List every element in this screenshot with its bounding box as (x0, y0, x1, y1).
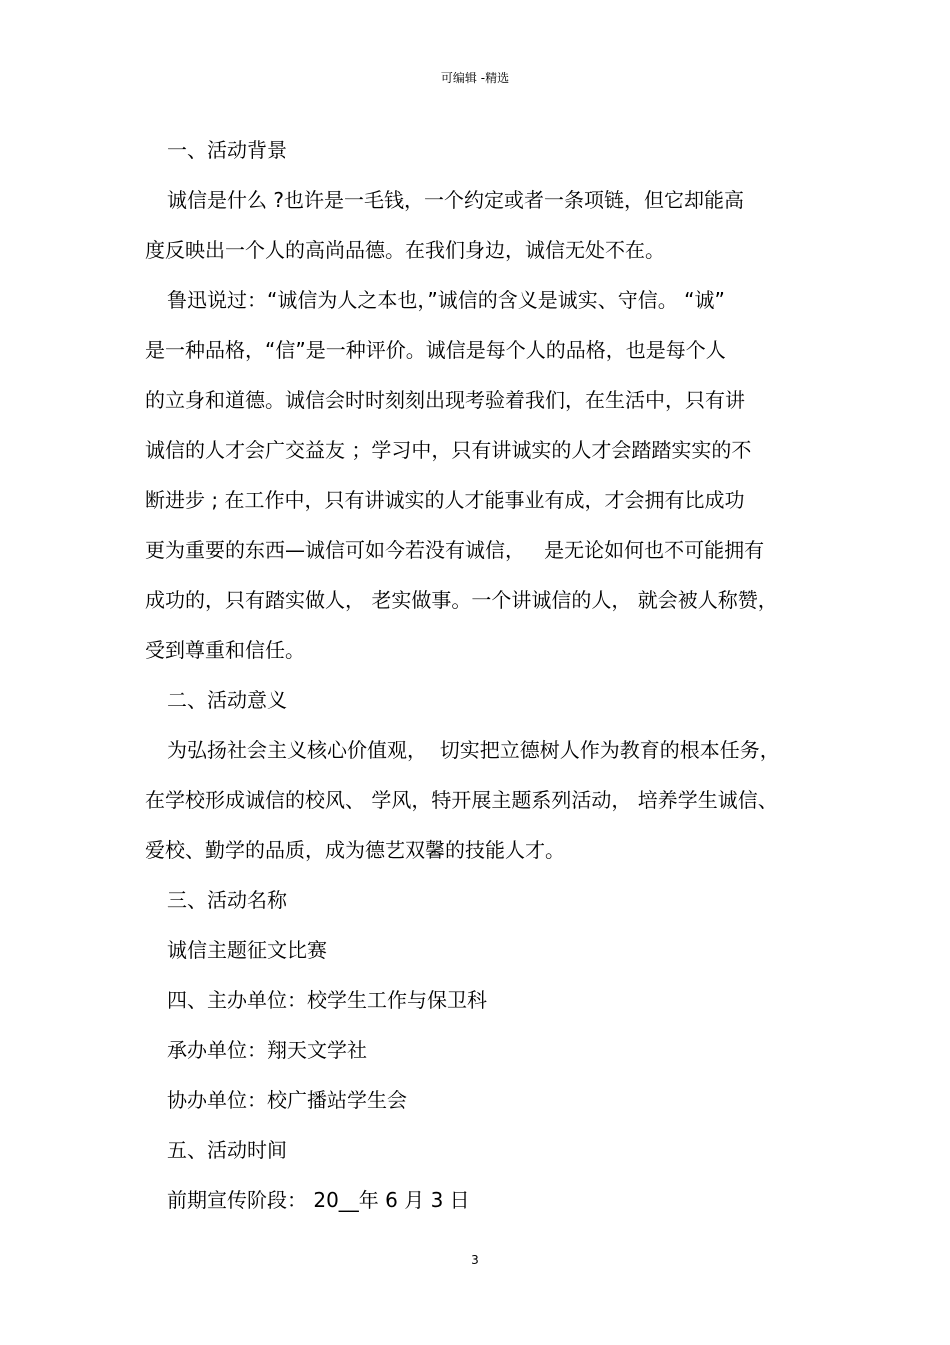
text-line: 前期宣传阶段： 20__年 6 月 3 日 (167, 1188, 470, 1212)
section-heading: 五、活动时间 (167, 1138, 287, 1162)
text-line: 更为重要的东西—诚信可如今若没有诚信， 是无论如何也不可能拥有 (145, 538, 765, 562)
text-line: 是一种品格，“信”是一种评价。诚信是每个人的品格，也是每个人 (145, 338, 726, 362)
page-header: 可编辑 -精选 (440, 71, 510, 85)
text-line: 度反映出一个人的高尚品德。在我们身边，诚信无处不在。 (145, 238, 665, 262)
text-line: 诚信的人才会广交益友 ；学习中，只有讲诚实的人才会踏踏实实的不 (145, 438, 752, 462)
text-line: 爱校、勤学的品质，成为德艺双馨的技能人才。 (145, 838, 565, 862)
document-body (145, 125, 795, 1225)
text-line: 鲁迅说过：“诚信为人之本也，”诚信的含义是诚实、守信。 “诚” (167, 288, 725, 312)
section-heading: 四、主办单位：校学生工作与保卫科 (167, 988, 487, 1012)
text-line: 断进步 ; 在工作中，只有讲诚实的人才能事业有成，才会拥有比成功 (145, 488, 745, 512)
text-line: 承办单位：翔天文学社 (167, 1038, 367, 1062)
text-line: 为弘扬社会主义核心价值观， 切实把立德树人作为教育的根本任务， (167, 738, 780, 762)
text-line: 诚信主题征文比赛 (167, 938, 327, 962)
text-line: 一、活动背景 (167, 138, 287, 162)
text-line: 在学校形成诚信的校风、 学风，特开展主题系列活动， 培养学生诚信、 (145, 788, 778, 812)
text-line: 的立身和道德。诚信会时时刻刻出现考验着我们，在生活中，只有讲 (145, 388, 745, 412)
section-heading: 二、活动意义 (167, 688, 287, 712)
text-line: 受到尊重和信任。 (145, 638, 305, 662)
section-heading: 三、活动名称 (167, 888, 287, 912)
text-line: 诚信是什么 ?也许是一毛钱，一个约定或者一条项链，但它却能高 (167, 188, 744, 212)
text-line: 成功的，只有踏实做人， 老实做事。一个讲诚信的人， 就会被人称赞， (145, 588, 778, 612)
page-number: 3 (471, 1253, 479, 1267)
text-line: 协办单位：校广播站学生会 (167, 1088, 407, 1112)
